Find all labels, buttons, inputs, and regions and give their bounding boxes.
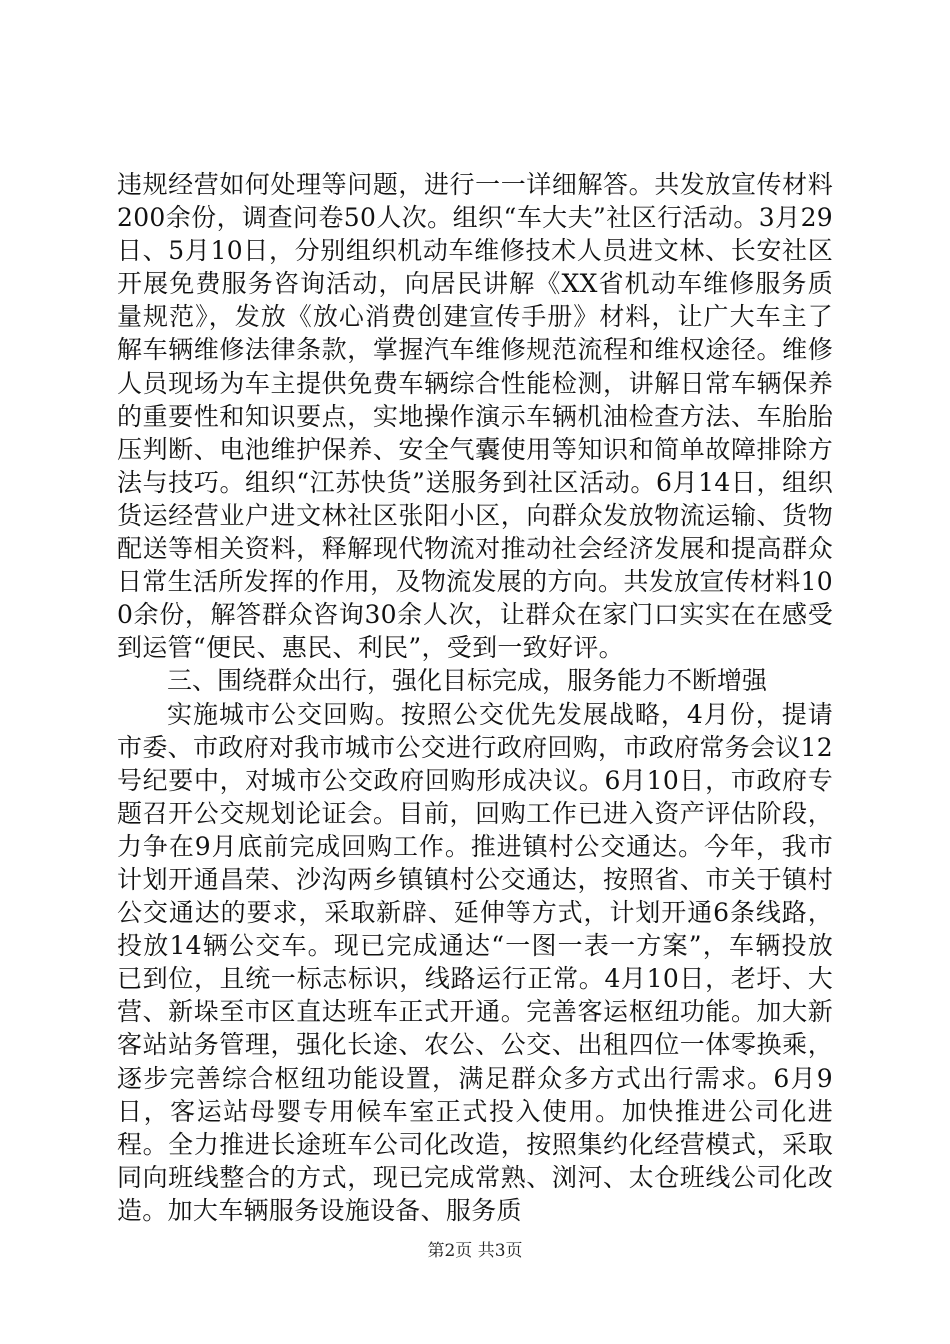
page-footer: 第2页 共3页 <box>427 1241 523 1261</box>
document-body <box>117 168 833 1227</box>
paragraph-public-transit: 实施城市公交回购。按照公交优先发展战略，4月份，提请市委、市政府对我市城市公交进行政府回购，市政府常务会议12号纪要中，对城市公交政府回购形成决议。6月10日，市政府专题召开公交规划论证会。目前，回购工作已进入资产评估阶段，力争在9月底前完成回购工作。推进镇村公交通达。今年，我市计划开通昌荣、沙沟两乡镇镇村公交通达，按照省、市关于镇村公交通达的要求，采取新辟、延伸等方式，计划开通6条线路，投放14辆公交车。现已完成通达“一图一表一方案”，车辆投放已到位，且统一标志标识，线路运行正常。4月10日，老圩、大营、新垛至市区直达班车正式开通。完善客运枢纽功能。加大新客站站务管理，强化长途、农公、公交、出租四位一体零换乘，逐步完善综合枢纽功能设置，满足群众多方式出行需求。6月9日，客运站母婴专用候车室正式投入使用。加快推进公司化进程。全力推进长途班车公司化改造，按照集约化经营模式，采取同向班线整合的方式，现已完成常熟、浏河、太仓班线公司化改造。加大车辆服务设施设备、服务质 <box>117 699 833 1225</box>
section-heading: 三、围绕群众出行，强化目标完成，服务能力不断增强 <box>167 666 768 696</box>
paragraph-continuation: 违规经营如何处理等问题，进行一一详细解答。共发放宣传材料200余份，调查问卷50人次。组织“车大夫”社区行活动。3月29日、5月10日，分别组织机动车维修技术人员进文林、长安社区开展免费服务咨询活动，向居民讲解《XX省机动车维修服务质量规范》，发放《放心消费创建宣传手册》材料，让广大车主了解车辆维修法律条款，掌握汽车维修规范流程和维权途径。维修人员现场为车主提供免费车辆综合性能检测，讲解日常车辆保养的重要性和知识要点，实地操作演示车辆机油检查方法、车胎胎压判断、电池维护保养、安全气囊使用等知识和简单故障排除方法与技巧。组织“江苏快货”送服务到社区活动。6月14日，组织货运经营业户进文林社区张阳小区，向群众发放物流运输、货物配送等相关资料，释解现代物流对推动社会经济发展和提高群众日常生活所发挥的作用，及物流发展的方向。共发放宣传材料100余份，解答群众咨询30余人次，让群众在家门口实实在在感受到运管“便民、惠民、利民”，受到一致好评。 <box>117 170 833 663</box>
